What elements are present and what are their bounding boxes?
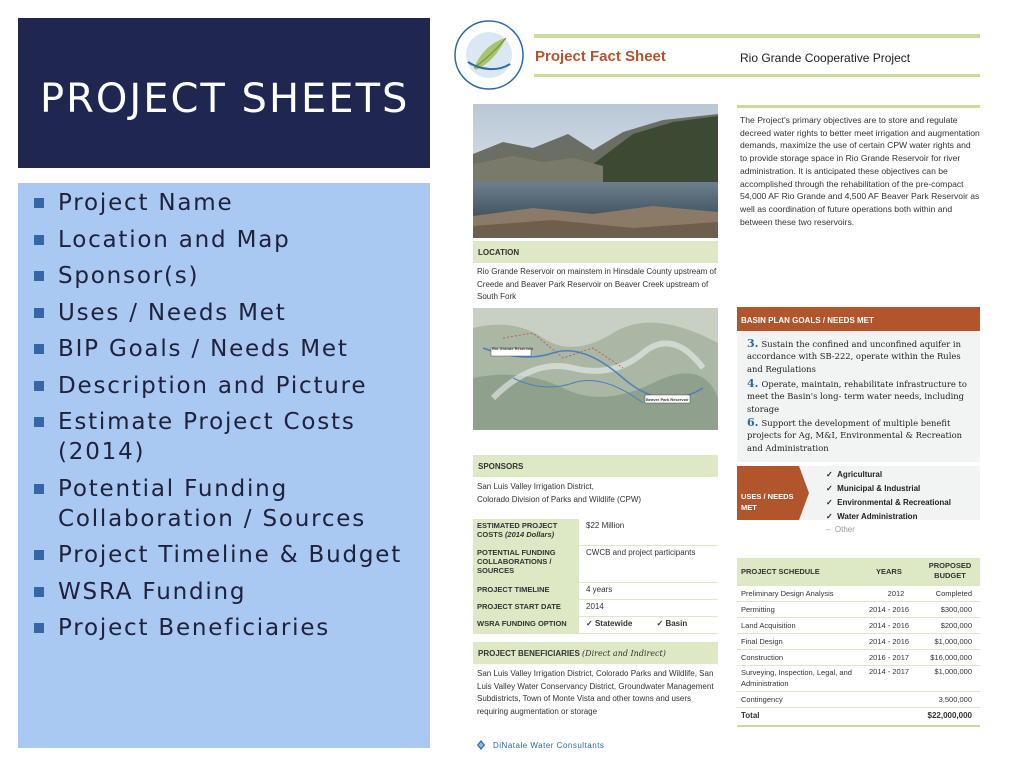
bullet-square-icon — [34, 417, 44, 427]
schedule-row: Construction 2016 - 2017 $16,000,000 — [737, 651, 980, 666]
bullet-square-icon — [34, 623, 44, 633]
goals-panel — [737, 331, 980, 462]
cost-row — [473, 519, 718, 546]
use-item: ✓ Municipal & Industrial — [826, 484, 921, 493]
schedule-col-budget: PROPOSED BUDGET — [928, 561, 972, 580]
start-row — [473, 600, 718, 617]
uses-arrow-icon — [799, 466, 809, 520]
sponsor-line-2: Colorado Division of Parks and Wildlife (CPW) — [477, 495, 642, 504]
beneficiaries-note: (Direct and Indirect) — [582, 649, 666, 658]
funding-label: POTENTIAL FUNDING COLLABORATIONS / SOURCES — [473, 546, 579, 582]
beneficiaries-text: San Luis Valley Irrigation District, Colorado Parks and Wildlife, San Luis Valley Water Conservancy District, Groundwater Management Subdistricts, Town of Monte Vista and other towns and users requiring augmentation or storage — [477, 669, 714, 716]
bullet-square-icon — [34, 271, 44, 281]
schedule-row: Contingency 3,500,000 — [737, 693, 980, 708]
check-icon: ✓ — [656, 619, 664, 628]
goal-item: 4. Operate, maintain, rehabilitate infrastructure to meet the Basin's long- term water needs, including storage — [747, 377, 967, 414]
beneficiaries-label: PROJECT BENEFICIARIES — [478, 649, 580, 658]
beneficiaries-header — [473, 642, 718, 664]
schedule-header-row — [737, 561, 980, 585]
check-icon: ✓ — [586, 619, 593, 628]
schedule-col-years: YEARS — [876, 567, 902, 576]
use-item: ✓ Agricultural — [826, 470, 883, 479]
location-map — [473, 308, 718, 430]
bullet-item: Description and Picture — [30, 371, 425, 401]
bullet-item: Potential Funding Collaboration / Sources — [30, 474, 425, 534]
schedule-row: Land Acquisition 2014 - 2016 $200,000 — [737, 619, 980, 634]
bullet-item: Sponsor(s) — [30, 261, 425, 291]
bullet-square-icon — [34, 381, 44, 391]
description-rule — [737, 105, 980, 108]
start-value: 2014 — [586, 602, 604, 611]
bullet-item: BIP Goals / Needs Met — [30, 334, 425, 364]
header-rule-top — [534, 34, 980, 38]
cost-label: ESTIMATED PROJECT COSTS — [477, 521, 558, 539]
use-item: ✓ Environmental & Recreational — [826, 498, 951, 507]
bullet-square-icon — [34, 550, 44, 560]
schedule-total-row — [737, 709, 980, 727]
bullet-square-icon — [34, 344, 44, 354]
bullet-list — [30, 188, 425, 650]
bullet-square-icon — [34, 308, 44, 318]
schedule-row: Final Design 2014 - 2016 $1,000,000 — [737, 635, 980, 650]
funding-row — [473, 546, 718, 583]
timeline-label: PROJECT TIMELINE — [473, 583, 579, 599]
location-header: LOCATION — [473, 241, 718, 263]
title-banner — [18, 18, 430, 168]
cost-value: $22 Million — [586, 521, 625, 530]
bullet-square-icon — [34, 484, 44, 494]
reservoir-photo — [473, 104, 718, 238]
bullet-square-icon — [34, 235, 44, 245]
uses-label: USES / NEEDS MET — [741, 492, 794, 512]
sheet-title: Project Fact Sheet — [535, 48, 666, 65]
bullet-item: Project Timeline & Budget — [30, 540, 425, 570]
wsra-option-basin: Basin — [665, 619, 688, 628]
water-drop-icon — [476, 740, 486, 750]
schedule-row: Surveying, Inspection, Legal, and Administration 2014 - 2017 $1,000,000 — [737, 667, 980, 692]
bullet-item: Project Name — [30, 188, 425, 218]
wsra-row — [473, 617, 718, 634]
project-name: Rio Grande Cooperative Project — [740, 51, 911, 65]
wsra-option-statewide: Statewide — [594, 619, 633, 628]
timeline-row — [473, 583, 718, 600]
bullet-item: Location and Map — [30, 225, 425, 255]
total-label: Total — [741, 711, 760, 720]
map-label-rio-grande: Rio Grande Reservoir — [492, 346, 534, 351]
sponsor-line-1: San Luis Valley Irrigation District, — [477, 482, 594, 491]
slide-title: PROJECT SHEETS — [40, 76, 410, 122]
funding-value: CWCB and project participants — [586, 548, 696, 557]
total-value: $22,000,000 — [927, 711, 972, 720]
start-label: PROJECT START DATE — [473, 600, 579, 616]
bullet-panel — [18, 183, 430, 748]
sponsors-header: SPONSORS — [473, 455, 718, 477]
bullet-square-icon — [34, 198, 44, 208]
schedule-col-item: PROJECT SCHEDULE — [741, 567, 820, 576]
header-rule-bottom — [534, 74, 980, 77]
map-label-beaver-park: Beaver Park Reservoir — [646, 397, 689, 402]
rio-grande-basin-logo — [452, 18, 526, 92]
wsra-label: WSRA FUNDING OPTION — [473, 617, 579, 633]
goal-item: 3. Sustain the confined and unconfined aquifer in accordance with SB-222, operate within the Rules and Regulations — [747, 337, 961, 374]
schedule-row: Preliminary Design Analysis 2012 Completed — [737, 587, 980, 602]
cost-label-note: (2014 Dollars) — [504, 530, 555, 539]
project-description: The Project's primary objectives are to store and regulate decreed water rights to better meet irrigation and augmentation demands, maximize the use of certain CPW water rights and to provide storage space in Rio Grande Reservoir for river administration. It is anticipated these objectives can be accomplished through the rehabilitation of the pre-compact 54,000 AF Rio Grande and 4,500 AF Beaver Park Reservoir as well as coordination of future operations both within and between these two reservoirs. — [740, 115, 980, 227]
bullet-item: Uses / Needs Met — [30, 298, 425, 328]
goals-header: BASIN PLAN GOALS / NEEDS MET — [737, 307, 980, 331]
goal-item: 6. Support the development of multiple benefit projects for Ag, M&I, Environmental & Recreation and Administration — [747, 416, 963, 453]
bullet-item: WSRA Funding — [30, 577, 425, 607]
use-item: – Other — [826, 525, 855, 534]
footer-credit: DiNatale Water Consultants — [493, 741, 605, 750]
bullet-item: Project Beneficiaries — [30, 613, 425, 643]
timeline-value: 4 years — [586, 585, 613, 594]
schedule-row: Permitting 2014 - 2016 $300,000 — [737, 603, 980, 618]
bullet-square-icon — [34, 587, 44, 597]
bullet-item: Estimate Project Costs (2014) — [30, 407, 425, 467]
location-text: Rio Grande Reservoir on mainstem in Hinsdale County upstream of Creede and Beaver Park Reservoir on Beaver Creek upstream of South Fork — [477, 267, 717, 302]
use-item: ✓ Water Administration — [826, 512, 918, 521]
